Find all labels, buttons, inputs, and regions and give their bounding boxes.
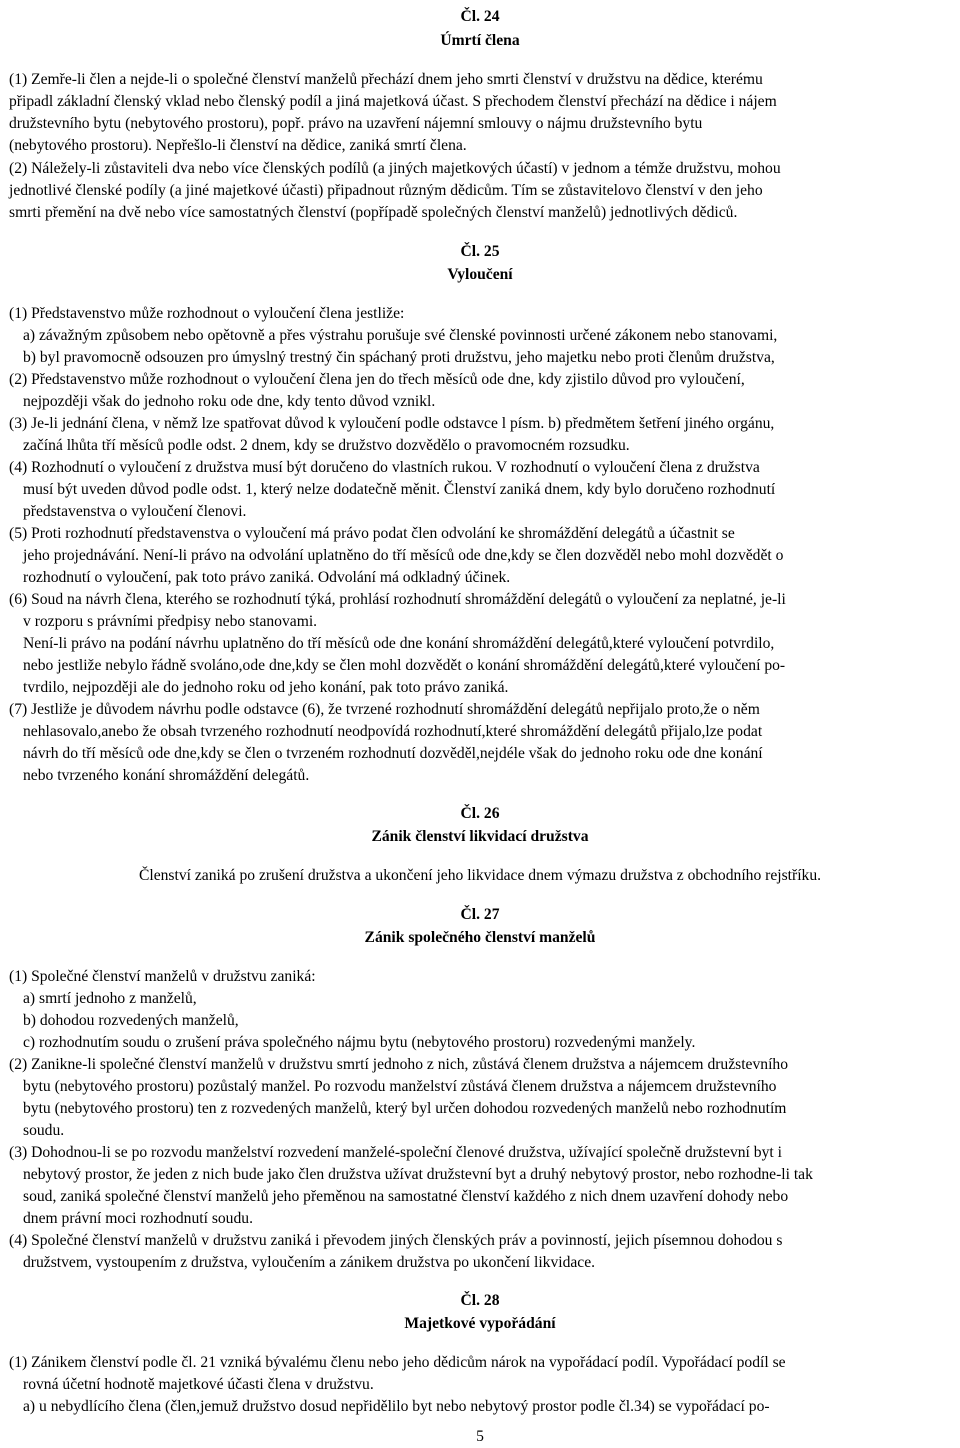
article-title-25: Vyloučení xyxy=(447,266,513,283)
paragraph-line: (3) Je-li jednání člena, v němž lze spatřovat důvod k vyloučení podle odstavce l písm. b) předmětem šetření jiného orgánu, xyxy=(9,415,775,432)
article-title-26: Zánik členství likvidací družstva xyxy=(371,828,589,845)
article-title-28: Majetkové vypořádání xyxy=(404,1315,556,1332)
paragraph-line: (2) Náležely-li zůstaviteli dva nebo více členských podílů (a jiných majetkových účastí) v jednom a témže družstvu, mohou xyxy=(9,160,781,177)
paragraph-line: a) smrtí jednoho z manželů, xyxy=(23,990,197,1007)
article-title-24: Úmrtí člena xyxy=(440,32,520,49)
paragraph-line: (1) Představenstvo může rozhodnout o vyloučení člena jestliže: xyxy=(9,305,405,322)
paragraph-line: soud, zaniká společné členství manželů jeho přeměnou na samostatné členství každého z nich dnem uzavření dohody nebo xyxy=(23,1188,789,1205)
paragraph-line: a) u nebydlícího člena (člen,jemuž družstvo dosud nepřidělilo byt nebo nebytový prostor podle čl.34) se vypořádací po- xyxy=(23,1398,770,1415)
paragraph-line: Není-li právo na podání návrhu uplatněno do tří měsíců ode dne konání shromáždění delegátů,které vyloučení potvrdilo, xyxy=(23,635,775,652)
paragraph-line: (4) Rozhodnutí o vyloučení z družstva musí být doručeno do vlastních rukou. V rozhodnutí o vyloučení člena z družstva xyxy=(9,459,760,476)
paragraph-line: v rozporu s právními předpisy nebo stanovami. xyxy=(23,613,318,630)
paragraph-line: rozhodnutí o vyloučení, pak toto právo zaniká. Odvolání má odkladný účinek. xyxy=(23,569,511,586)
article-number-27: Čl. 27 xyxy=(460,906,500,923)
paragraph-line: připadl základní členský vklad nebo členský podíl a jiná majetková účast. S přechodem členství přechází na dědice i nájem xyxy=(9,93,777,110)
paragraph-line: soudu. xyxy=(23,1122,65,1139)
article-title-27: Zánik společného členství manželů xyxy=(364,929,596,946)
paragraph-line: družstevního bytu (nebytového prostoru), popř. právo na uzavření nájemní smlouvy o nájmu družstevního bytu xyxy=(9,115,703,132)
paragraph-line: Členství zaniká po zrušení družstva a ukončení jeho likvidace dnem výmazu družstva z obchodního rejstříku. xyxy=(138,867,822,884)
paragraph-line: b) byl pravomocně odsouzen pro úmyslný trestný čin spáchaný proti družstvu, jeho majetku nebo proti členům družstva, xyxy=(23,349,775,366)
paragraph-line: nebo jestliže nebylo řádně svoláno,ode dne,kdy se člen mohl dozvědět o konání shromáždění delegátů,které vyloučení po- xyxy=(23,657,786,674)
article-number-28: Čl. 28 xyxy=(460,1292,500,1309)
paragraph-line: jeho projednávání. Není-li právo na odvolání uplatněno do tří měsíců ode dne,kdy se člen dozvěděl nebo mohl dozvědět o xyxy=(23,547,784,564)
paragraph-line: (3) Dohodnou-li se po rozvodu manželství rozvedení manželé-společní členové družstva, užívající společně družstevní byt i xyxy=(9,1144,782,1161)
paragraph-line: (1) Zemře-li člen a nejde-li o společné členství manželů přechází dnem jeho smrti členství v družstvu na dědice, kterému xyxy=(9,71,763,88)
paragraph-line: (6) Soud na návrh člena, kterého se rozhodnutí týká, prohlásí rozhodnutí shromáždění delegátů o vyloučení za neplatné, je-li xyxy=(9,591,786,608)
paragraph-line: (4) Společné členství manželů v družstvu zaniká i převodem jiných členských práv a povinností, jejich písemnou dohodou s xyxy=(9,1232,783,1249)
paragraph-line: družstvem, vystoupením z družstva, vyloučením a zánikem družstva po ukončení likvidace. xyxy=(23,1254,596,1271)
paragraph-line: (5) Proti rozhodnutí představenstva o vyloučení má právo podat člen odvolání ke shromáždění delegátů a účastnit se xyxy=(9,525,735,542)
paragraph-line: tvrdilo, nejpozději ale do jednoho roku od jeho konání, pak toto právo zaniká. xyxy=(23,679,509,696)
paragraph-line: musí být uveden důvod podle odst. 1, který nelze dodatečně měnit. Členství zaniká dnem, kdy bylo doručeno rozhodnutí xyxy=(23,481,776,498)
paragraph-line: nebo tvrzeného konání shromáždění delegátů. xyxy=(23,767,310,784)
paragraph-line: nejpozději však do jednoho roku ode dne, kdy tento důvod vznikl. xyxy=(23,393,436,410)
paragraph-line: bytu (nebytového prostoru) pozůstalý manžel. Po rozvodu manželství zůstává členem družstva a nájemcem družstevního xyxy=(23,1078,777,1095)
paragraph-line: rovná účetní hodnotě majetkové účasti člena v družstvu. xyxy=(23,1376,374,1393)
paragraph-line: b) dohodou rozvedených manželů, xyxy=(23,1012,239,1029)
paragraph-line: smrti přemění na dvě nebo více samostatných členství (popřípadě společných členství manželů) jednotlivých dědiců. xyxy=(9,204,738,221)
paragraph-line: (2) Zanikne-li společné členství manželů v družstvu smrtí jednoho z nich, zůstává členem družstva a nájemcem družstevního xyxy=(9,1056,788,1073)
paragraph-line: dnem právní moci rozhodnutí soudu. xyxy=(23,1210,253,1227)
article-number-24: Čl. 24 xyxy=(460,8,500,25)
paragraph-line: (1) Společné členství manželů v družstvu zaniká: xyxy=(9,968,316,985)
paragraph-line: návrh do tří měsíců ode dne,kdy se člen o tvrzeném rozhodnutí dozvěděl,nejdéle však do jednoho roku ode dne konání xyxy=(23,745,763,762)
paragraph-line: c) rozhodnutím soudu o zrušení práva společného nájmu bytu (nebytového prostoru) rozvedenými manžely. xyxy=(23,1034,696,1051)
paragraph-line: představenstva o vyloučení členovi. xyxy=(23,503,247,520)
paragraph-line: bytu (nebytového prostoru) ten z rozvedených manželů, který byl určen dohodou rozvedených manželů nebo rozhodnutím xyxy=(23,1100,787,1117)
paragraph-line: a) závažným způsobem nebo opětovně a přes výstrahu porušuje své členské povinnosti určené zákonem nebo stanovami, xyxy=(23,327,778,344)
page-number: 5 xyxy=(476,1428,484,1445)
paragraph-line: (1) Zánikem členství podle čl. 21 vzniká bývalému členu nebo jeho dědicům nárok na vypořádací podíl. Vypořádací podíl se xyxy=(9,1354,786,1371)
paragraph-line: začíná lhůta tří měsíců podle odst. 2 dnem, kdy se družstvo dozvědělo o pravomocném rozsudku. xyxy=(23,437,630,454)
paragraph-line: jednotlivé členské podíly (a jiné majetkové účasti) připadnout různým dědicům. Tím se zůstavitelovo členství v den jeho xyxy=(9,182,763,199)
paragraph-line: (2) Představenstvo může rozhodnout o vyloučení člena jen do třech měsíců ode dne, kdy zjistilo důvod pro vyloučení, xyxy=(9,371,745,388)
paragraph-line: nebytový prostor, že jeden z nich bude jako člen družstva užívat družstevní byt a druhý nebytový prostor, nebo rozhodne-li tak xyxy=(23,1166,813,1183)
paragraph-line: nehlasovalo,anebo že obsah tvrzeného rozhodnutí neodpovídá rozhodnutí,které shromáždění delegátů přijalo,lze podat xyxy=(23,723,763,740)
article-number-25: Čl. 25 xyxy=(460,243,500,260)
paragraph-line: (nebytového prostoru). Nepřešlo-li členství na dědice, zaniká smrtí člena. xyxy=(9,137,467,154)
article-number-26: Čl. 26 xyxy=(460,805,500,822)
paragraph-line: (7) Jestliže je důvodem návrhu podle odstavce (6), že tvrzené rozhodnutí shromáždění delegátů nepřijalo proto,že o něm xyxy=(9,701,760,718)
